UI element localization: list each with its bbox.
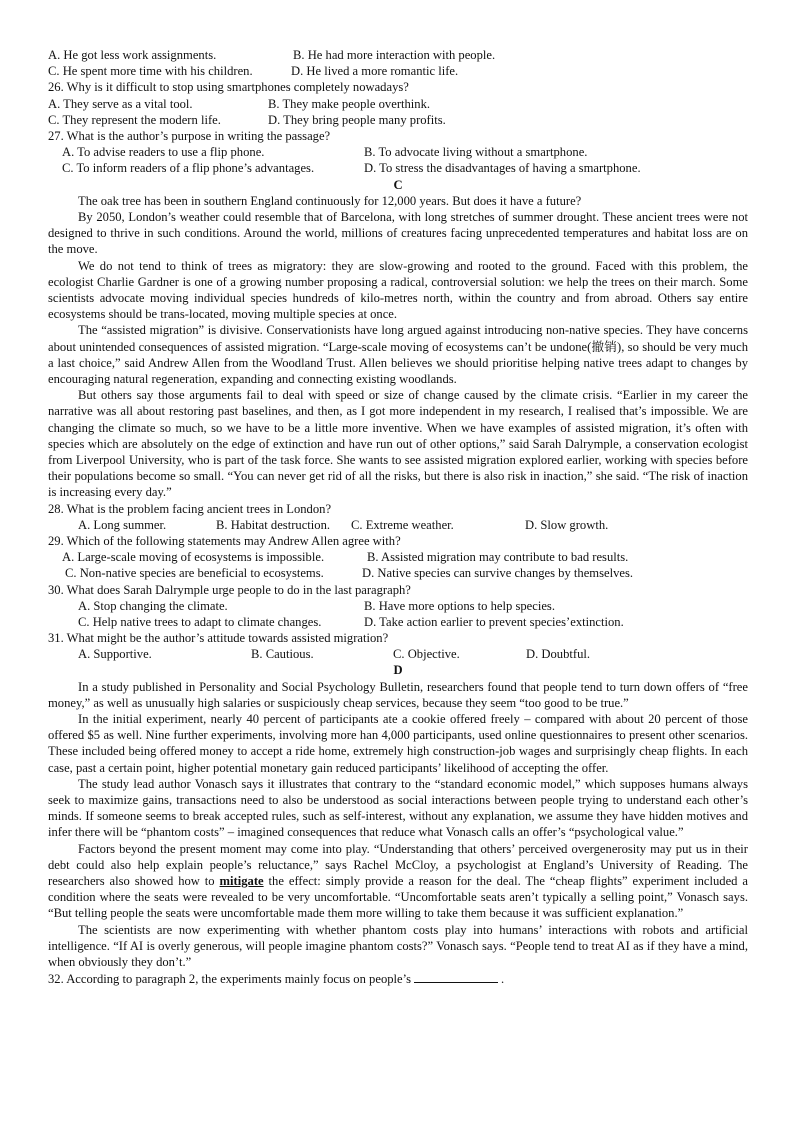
keyword-mitigate: mitigate: [219, 874, 264, 889]
q32-question-end: .: [501, 972, 505, 987]
q31-options-row: [48, 646, 748, 662]
q31-option-c[interactable]: C. Objective.: [393, 647, 460, 662]
q32-question-text: 32. According to paragraph 2, the experiments mainly focus on people’s: [48, 972, 412, 987]
q26-question: 26. Why is it difficult to stop using smartphones completely nowadays?: [48, 80, 409, 95]
q25-option-b[interactable]: B. He had more interaction with people.: [293, 48, 496, 62]
q31-option-a[interactable]: A. Supportive.: [78, 647, 152, 662]
q26-option-c[interactable]: C. They represent the modern life.: [48, 112, 221, 127]
q27-option-d[interactable]: D. To stress the disadvantages of having a smartphone.: [364, 161, 641, 176]
q30-option-d[interactable]: D. Take action earlier to prevent species’extinction.: [364, 614, 624, 629]
q27-question: 27. What is the author’s purpose in writing the passage?: [48, 128, 331, 143]
section-c-paragraph-2: By 2050, London’s weather could resemble that of Barcelona, with long stretches of summer drought. These ancient trees were not designed to thrive in such conditions. Around the world, millions of creatures facing unprecedented temperatures and habitat loss are on the move.: [48, 209, 748, 257]
section-d-paragraph-2: In the initial experiment, nearly 40 percent of participants ate a cookie offered freely – compared with about 20 percent of those offered $5 as well. Nine further experiments, involving more han 4,000 participants, used online questionnaires to present other scenarios. These included being offered money to accept a ride home, extremely high construction-job wages and surprisingly cheap flights. In each case, past a certain point, higher potential monetary gain reduced participants’ likelihood of accepting the offer.: [48, 712, 748, 775]
section-c-paragraph-3: We do not tend to think of trees as migratory: they are slow-growing and rooted to the ground. Faced with this problem, the ecologist Charlie Gardner is one of a growing number proposing a radical, controversial solution: we help the trees on their march. Some scientists advocate moving individual species hundreds of kilo-metres north, within the country and from abroad. Others say entire ecosystems should be trans-located, moving multiple species at once.: [48, 258, 748, 322]
q27-option-c[interactable]: C. To inform readers of a flip phone’s advantages.: [62, 161, 315, 176]
section-d-paragraph-4-end: the effect: simply provide a reason for the deal. The “cheap flights” experiment included a condition where the seats were revealed to be very uncomfortable. “Uncomfortable seats aren’t typically a selling point,” Vonasch says. “But telling people the seats were uncomfortable made them more willing to take them because it was sufficient explanation.”: [48, 874, 748, 921]
section-d-paragraph-3: The study lead author Vonasch says it illustrates that contrary to the “standard economic model,” which supposes humans always seek to maximize gains, transactions need to also be understood as social interactions between people trying to understand each other’s minds. If someone seems to break accepted rules, such as self-interest, without any explanation, we assume they have hidden motives and infer there will be “phantom costs” – imagined consequences that reduce what Vonasch calls an offer’s “psychological value.”: [48, 776, 748, 840]
q28-option-d[interactable]: D. Slow growth.: [525, 517, 609, 532]
q26-options-row2: [48, 112, 748, 128]
q27-options-row1: [48, 144, 748, 160]
q28-question: 28. What is the problem facing ancient trees in London?: [48, 501, 332, 516]
q26-option-a[interactable]: A. They serve as a vital tool.: [48, 96, 193, 111]
section-c-paragraph-1: The oak tree has been in southern England continuously for 12,000 years. But does it have a future?: [78, 193, 582, 208]
q27-option-a[interactable]: A. To advise readers to use a flip phone.: [62, 145, 265, 160]
q31-option-d[interactable]: D. Doubtful.: [526, 647, 591, 662]
q30-option-c[interactable]: C. Help native trees to adapt to climate changes.: [78, 614, 322, 629]
q25-option-c[interactable]: C. He spent more time with his children.: [48, 64, 253, 79]
q31-question: 31. What might be the author’s attitude towards assisted migration?: [48, 631, 389, 646]
q30-question: 30. What does Sarah Dalrymple urge people to do in the last paragraph?: [48, 582, 411, 597]
q29-option-a[interactable]: A. Large-scale moving of ecosystems is impossible.: [62, 550, 325, 565]
section-c-paragraph-5: But others say those arguments fail to deal with speed or size of change caused by the climate crisis. “Earlier in my career the narrative was all about restoring past baselines, and then, as I got more independent in my research, I realised that’s impossible. We are changing the climate so much, so we have to be a little more inventive. When we have examples of assisted migration, it’s often with species which are absolutely on the edge of extinction and have run out of other options,” said Sarah Dalrymple, a conservation ecologist from Liverpool University, who is part of the task force. She wants to see assisted migration explored earlier, working with species before their populations become so small. “You can never get rid of all the risks, but there is also risk in inaction,” she said. “The risk of inaction is increasing every day.”: [48, 388, 748, 500]
section-c-heading: C: [393, 177, 403, 192]
q28-option-b[interactable]: B. Habitat destruction.: [216, 517, 331, 532]
q29-options-row1: [48, 549, 748, 565]
q30-options-row2: [48, 614, 748, 630]
section-c-paragraph-4: The “assisted migration” is divisive. Conservationists have long argued against introducing non-native species. They have concerns about unintended consequences of assisted migration. “Large-scale moving of ecosystems can’t be undone(撤销), so should be very much a last choice,” said Andrew Allen from the Woodland Trust. Allen believes we should prioritise helping native trees adapt to changes by encouraging natural regeneration, expanding and connecting existing woodlands.: [48, 323, 748, 386]
q26-option-d[interactable]: D. They bring people many profits.: [268, 112, 446, 127]
section-d-heading: D: [393, 663, 403, 678]
exam-page: [48, 47, 748, 986]
q30-options-row1: [48, 598, 748, 614]
q30-option-b[interactable]: B. Have more options to help species.: [364, 598, 555, 613]
q29-options-row2: [48, 565, 748, 581]
section-d-paragraph-4-start: Factors beyond the present moment may come into play. “Understanding that others’ perceived overgenerosity may put us in their debt could also help explain people’s reluctance,” says Rachel McCloy, a psychologist at England’s University of Reading. The researchers also showed how to: [48, 841, 748, 889]
q29-question: 29. Which of the following statements may Andrew Allen agree with?: [48, 533, 401, 548]
q27-option-b[interactable]: B. To advocate living without a smartphone.: [364, 145, 588, 160]
section-d-paragraph-4: [48, 841, 748, 922]
q28-option-c[interactable]: C. Extreme weather.: [351, 517, 454, 532]
q29-option-d[interactable]: D. Native species can survive changes by themselves.: [362, 566, 634, 581]
section-d-paragraph-5: The scientists are now experimenting with whether phantom costs play into humans’ interactions with robots and artificial intelligence. “If AI is overly generous, will people imagine phantom costs?” Vonasch says. “People tend to treat AI as if they have a mind, when obviously they don’t.”: [48, 922, 748, 970]
section-d-paragraph-1: In a study published in Personality and Social Psychology Bulletin, researchers found that people tend to turn down offers of “free money,” as well as unusually high salaries or suspiciously cheap services, because they seem “too good to be true.”: [48, 679, 748, 710]
q28-option-a[interactable]: A. Long summer.: [78, 517, 167, 532]
q25-options-row2: [48, 63, 748, 79]
q25-option-d[interactable]: D. He lived a more romantic life.: [291, 64, 459, 79]
q25-option-a[interactable]: A. He got less work assignments.: [48, 48, 217, 62]
q26-option-b[interactable]: B. They make people overthink.: [268, 96, 431, 111]
q29-option-c[interactable]: C. Non-native species are beneficial to ecosystems.: [65, 566, 324, 581]
q26-options-row1: [48, 96, 748, 112]
q32-question: [48, 970, 748, 986]
q31-option-b[interactable]: B. Cautious.: [251, 647, 314, 662]
q29-option-b[interactable]: B. Assisted migration may contribute to bad results.: [367, 550, 629, 565]
q32-answer-blank[interactable]: [414, 970, 498, 983]
q27-options-row2: [48, 160, 748, 176]
q28-options-row: [48, 517, 748, 533]
q25-options-row1: [48, 47, 748, 63]
q30-option-a[interactable]: A. Stop changing the climate.: [78, 598, 228, 613]
